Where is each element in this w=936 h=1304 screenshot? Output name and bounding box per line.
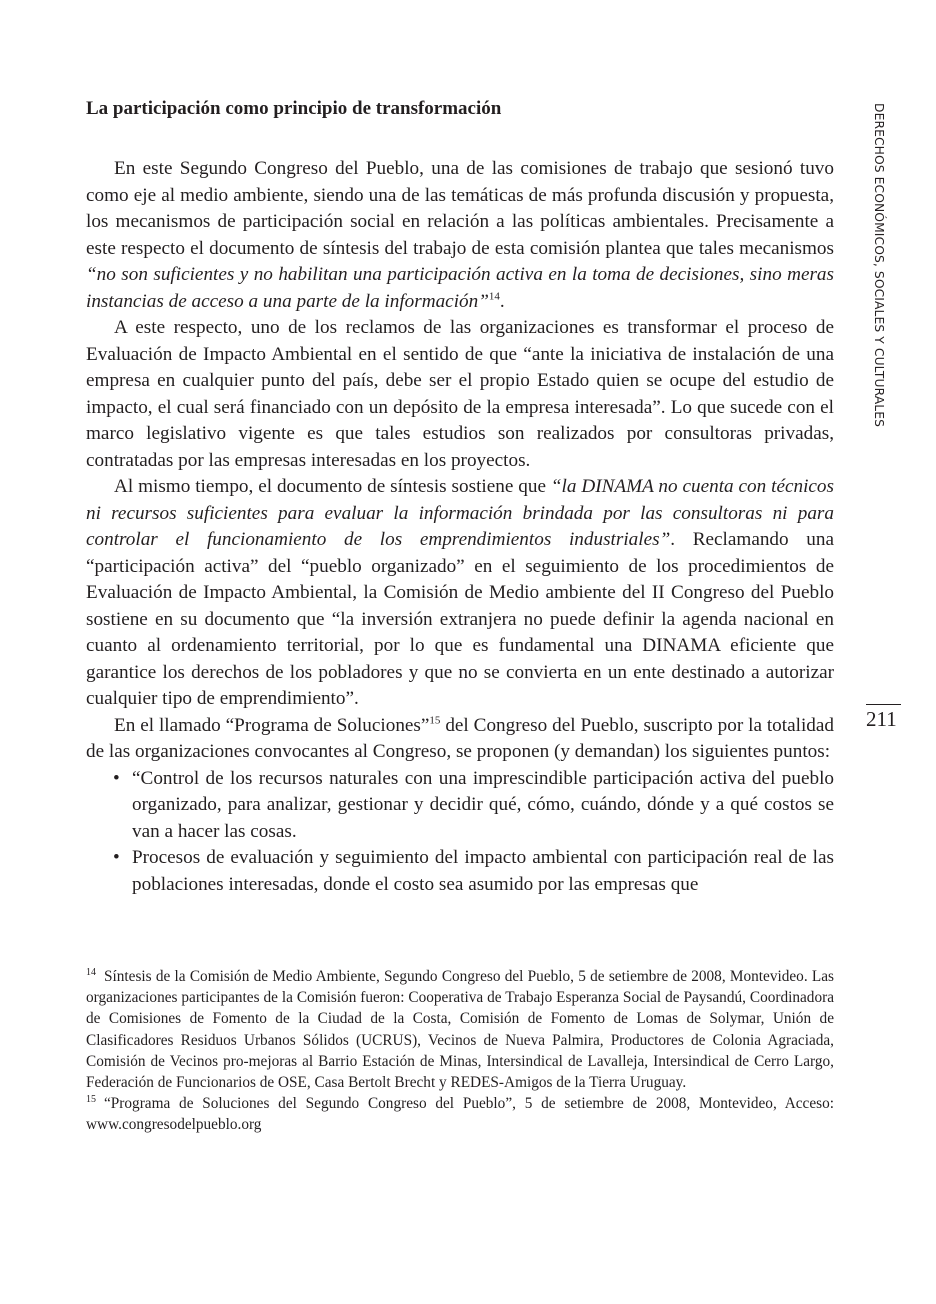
running-header	[868, 103, 886, 428]
section-title: La participación como principio de transformación	[86, 98, 502, 119]
running-header-text: DERECHOS ECONÓMICOS, SOCIALES Y CULTURALES	[872, 103, 886, 428]
footnote-15: $^{15}$ “Programa de Soluciones del Segundo Congreso del Pueblo”, 5 de setiembre de 2008, Montevideo, Acceso: www.congresodelpueblo.org	[86, 1094, 834, 1134]
paragraph-4: En el llamado “Programa de Soluciones”$^{15}$ del Congreso del Pueblo, suscripto por la totalidad de las organizaciones convocantes al Congreso, se proponen (y demandan) los siguientes puntos:	[86, 714, 834, 762]
list-item: • “Control de los recursos naturales con una imprescindible participación activa del pueblo organizado, para analizar, gestionar y decidir qué, cómo, cuándo, dónde y a qué costos se van a hacer las cosas.	[113, 767, 834, 842]
page-number: 211	[866, 707, 897, 731]
body-text	[86, 156, 834, 898]
footnote-14: $^{14}$ Síntesis de la Comisión de Medio Ambiente, Segundo Congreso del Pueblo, 5 de setiembre de 2008, Montevideo. Las organizaciones participantes de la Comisión fueron: Cooperativa de Trabajo Esperanza Social de Paysandú, Coordinadora de Comisiones de Fomento de la Ciudad de la Costa, Comisión de Fomento de Lomas de Solymar, Unión de Clasificadores Residuos Urbanos Sólidos (UCRUS), Vecinos de Nueva Palmira, Productores de Colonia Agraciada, Comisión de Vecinos pro-mejoras al Barrio Estación de Minas, Intersindical de Lavalleja, Intersindical de Cerro Largo, Federación de Funcionarios de OSE, Casa Bertolt Brecht y REDES-Amigos de la Tierra Uruguay.	[86, 966, 834, 1092]
bullet-icon: •	[113, 767, 120, 789]
quote-1: “no son suficientes y no habilitan una participación activa en la toma de decisiones, sino meras instancias de acceso a una parte de la información”	[86, 264, 834, 312]
list-item: • Procesos de evaluación y seguimiento del impacto ambiental con participación real de las poblaciones interesadas, donde el costo sea asumido por las empresas que	[113, 847, 834, 895]
paragraph-3: Al mismo tiempo, el documento de síntesis sostiene que “la DINAMA no cuenta con técnicos ni recursos suficientes para evaluar la información brindada por las consultoras ni para controlar el funcionamiento de los emprendimientos industriales”. Reclamando una “participación activa” del “pueblo organizado” en el seguimiento de los procedimientos de Evaluación de Impacto Ambiental, la Comisión de Medio ambiente del II Congreso del Pueblo sostiene en su documento que “la inversión extranjera no puede definir la agenda nacional en cuanto al ordenamiento territorial, por lo que es fundamental una DINAMA eficiente que garantice los derechos de los pobladores y que no se convierta en un ente destinado a autorizar cualquier tipo de emprendimiento”.	[86, 476, 834, 709]
bullet-list	[86, 766, 834, 899]
footnote-ref-14[interactable]: 14	[488, 290, 500, 303]
footnote-mark: 14	[86, 966, 96, 978]
bullet-icon: •	[113, 847, 120, 868]
page-body	[86, 96, 834, 898]
footnote-ref-15[interactable]: 15	[429, 714, 441, 727]
quote-2: “la DINAMA no cuenta con técnicos ni recursos suficientes para evaluar la información brindada por las consultoras ni para controlar el funcionamiento de los emprendimientos industriales”	[86, 476, 834, 550]
paragraph-1: En este Segundo Congreso del Pueblo, una de las comisiones de trabajo que sesionó tuvo como eje al medio ambiente, siendo una de las temáticas de más profunda discusión y propuesta, los mecanismos de participación social en relación a las políticas ambientales. Precisamente a este respecto el documento de síntesis del trabajo de esta comisión plantea que tales mecanismos “no son suficientes y no habilitan una participación activa en la toma de decisiones, sino meras instancias de acceso a una parte de la información”$^{14}$.	[86, 158, 834, 312]
paragraph-2: A este respecto, uno de los reclamos de las organizaciones es transformar el proceso de Evaluación de Impacto Ambiental en el sentido de que “ante la iniciativa de instalación de una empresa en cualquier punto del país, debe ser el propio Estado quien se ocupe del estudio de impacto, el cual será financiado con un depósito de la empresa interesada”. Lo que sucede con el marco legislativo vigente es que tales estudios son realizados por consultoras privadas, contratadas por las empresas interesadas en los proyectos.	[86, 317, 834, 471]
footnote-mark: 15	[86, 1094, 96, 1106]
page-number-rule	[866, 704, 901, 705]
footnotes	[86, 966, 834, 1136]
